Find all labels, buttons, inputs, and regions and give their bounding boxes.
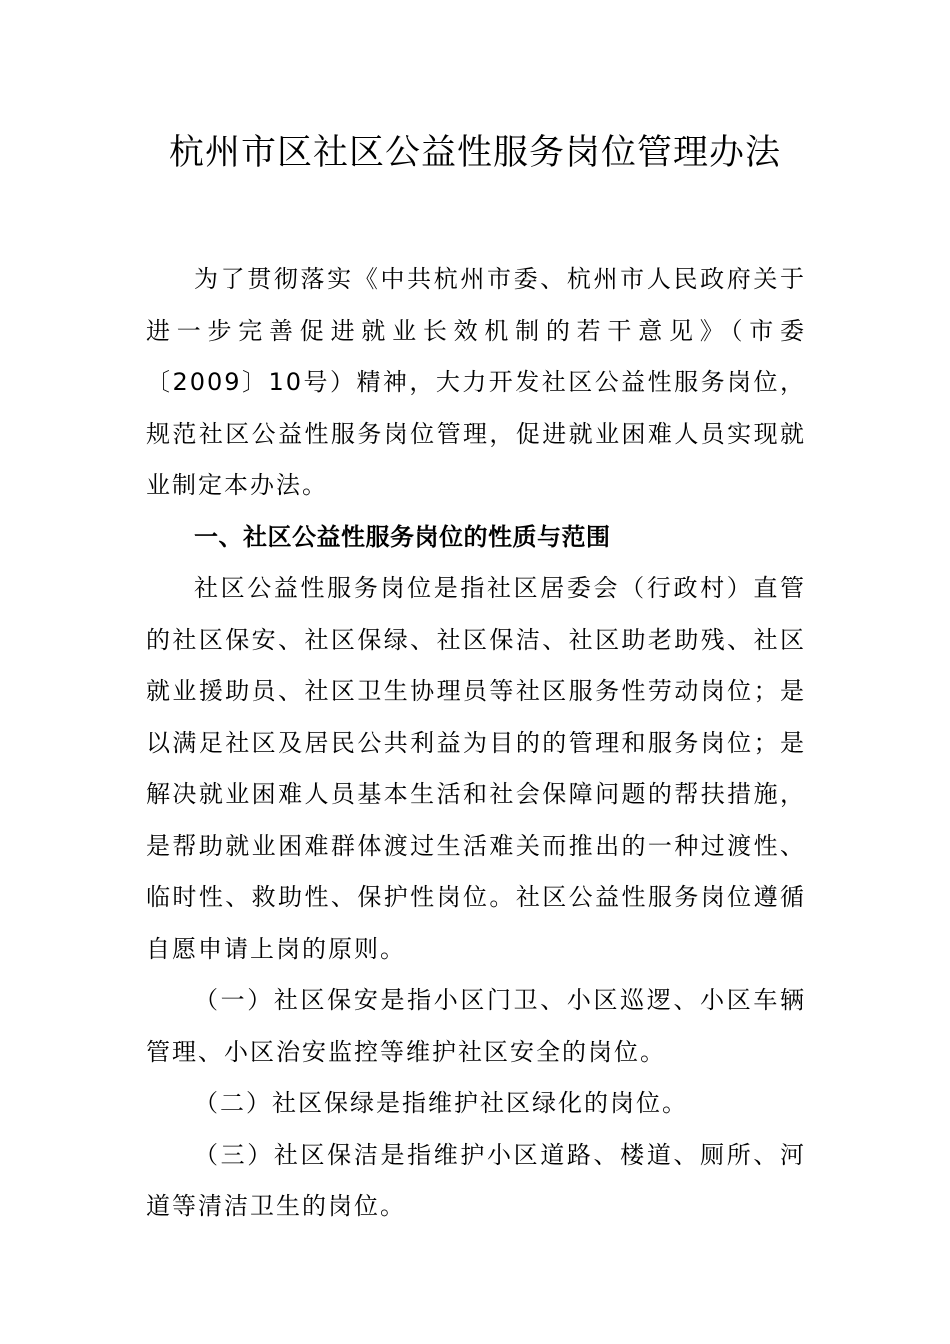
item-greening-paragraph: （二）社区保绿是指维护社区绿化的岗位。 — [194, 1089, 688, 1117]
document-title: 杭州市区社区公益性服务岗位管理办法 — [168, 133, 781, 173]
definition-paragraph: 社区公益性服务岗位是指社区居委会（行政村）直管的社区保安、社区保绿、社区保洁、社区助老助残、社区就业援助员、社区卫生协理员等社区服务性劳动岗位；是以满足社区及居民公共利益为目的的管理和服务岗位；是解决就业困难人员基本生活和社会保障问题的帮扶措施，是帮助就业困难群体渡过生活难关而推出的一种过渡性、临时性、救助性、保护性岗位。社区公益性服务岗位遵循自愿申请上岗的原则。 — [146, 574, 806, 963]
document-body — [146, 254, 806, 1233]
intro-paragraph: 为了贯彻落实《中共杭州市委、杭州市人民政府关于进一步完善促进就业长效机制的若干意见》（市委〔2009〕10号）精神，大力开发社区公益性服务岗位，规范社区公益性服务岗位管理，促进就业困难人员实现就业制定本办法。 — [146, 265, 806, 499]
item-security-paragraph: （一）社区保安是指小区门卫、小区巡逻、小区车辆管理、小区治安监控等维护社区安全的岗位。 — [146, 986, 806, 1066]
section-heading-1: 一、社区公益性服务岗位的性质与范围 — [194, 522, 611, 551]
item-cleaning-paragraph: （三）社区保洁是指维护小区道路、楼道、厕所、河道等清洁卫生的岗位。 — [146, 1140, 806, 1220]
